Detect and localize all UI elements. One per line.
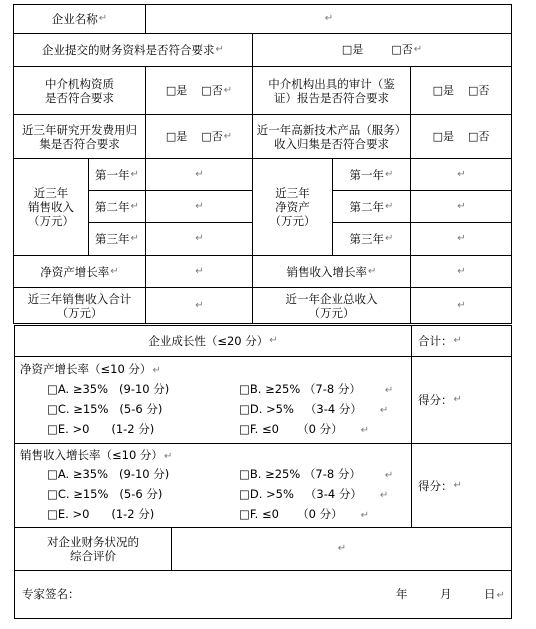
sales-total-value[interactable]: ↵	[195, 299, 204, 311]
financial-docs-check[interactable]: □是 □否 ↵	[341, 43, 423, 56]
sales-year2-value[interactable]: ↵	[195, 200, 204, 212]
sales-option-a[interactable]: □A. ≥35% (9-10 分)	[47, 467, 170, 481]
date-year-label: 年	[396, 587, 408, 601]
checkbox-no[interactable]: □否	[468, 83, 490, 97]
financial-docs-label: 企业提交的财务资料是否符合要求 ↵	[42, 43, 224, 57]
sales-option-f[interactable]: □F. ≤0 （0 分） ↵	[239, 507, 370, 521]
netassets-3yr-label: 近三年 净资产 （万元）	[269, 186, 316, 228]
sales-growth-value[interactable]: ↵	[457, 265, 466, 277]
checkbox-yes[interactable]: □是	[341, 43, 364, 56]
net-option-e[interactable]: □E. >0 (1-2 分)	[47, 422, 155, 436]
rd-expense-check[interactable]: □是 □否 ↵	[165, 129, 233, 143]
agency-report-label: 中介机构出具的审计（鉴 证）报告是否符合要求	[268, 76, 395, 105]
checkbox-no[interactable]: □否	[391, 43, 413, 56]
sales-year3-label: 第三年 ↵	[95, 232, 139, 246]
sales-total-label: 近三年销售收入合计 （万元）	[27, 291, 132, 320]
sales-3yr-label: 近三年 销售收入 （万元）	[28, 186, 74, 228]
checkbox-yes[interactable]: □是	[165, 129, 188, 143]
netassets-year2-label: 第二年 ↵	[349, 199, 394, 214]
company-name-value[interactable]: ↵	[324, 13, 334, 24]
checkbox-yes[interactable]: □是	[432, 83, 454, 97]
sales-growth-title: 销售收入增长率（≤10 分）↵	[20, 448, 173, 462]
sales-option-e[interactable]: □E. >0 (1-2 分)	[47, 507, 155, 521]
hitech-income-check[interactable]	[411, 115, 511, 158]
checkbox-no[interactable]: □否	[201, 129, 223, 143]
sales-year1-label: 第一年 ↵	[95, 167, 139, 182]
net-growth-label: 净资产增长率 ↵	[40, 264, 119, 279]
net-growth-value[interactable]: ↵	[195, 265, 204, 277]
net-growth-score[interactable]: 得分： ↵	[418, 393, 462, 407]
hitech-income-label: 近一年高新技术产品（服务） 收入归集是否符合要求	[256, 122, 407, 151]
evaluation-label: 对企业财务状况的 综合评价	[47, 535, 139, 563]
income-total-label: 近一年企业总收入 （万元）	[285, 291, 378, 320]
sales-option-b[interactable]: □B. ≥25% （7-8 分） ↵	[239, 467, 394, 481]
evaluation-value[interactable]: ↵	[337, 543, 347, 554]
growth-title: 企业成长性（≤20 分） ↵	[148, 334, 278, 348]
company-name-label: 企业名称 ↵	[51, 12, 108, 26]
rd-expense-label: 近三年研究开发费用归 集是否符合要求	[22, 122, 137, 151]
checkbox-no[interactable]: □否	[468, 129, 490, 143]
date-month-label: 月	[440, 587, 452, 601]
date-day-label: 日↵	[484, 587, 505, 601]
signature-field[interactable]	[78, 587, 238, 601]
netassets-year2-value[interactable]: ↵	[457, 200, 466, 212]
netassets-year1-value[interactable]: ↵	[457, 168, 466, 180]
income-total-value[interactable]: ↵	[457, 299, 466, 311]
sales-growth-label: 销售收入增长率 ↵	[286, 264, 377, 279]
sales-year1-value[interactable]: ↵	[195, 168, 204, 180]
net-option-d[interactable]: □D. >5% （3-4 分） ↵	[239, 402, 389, 416]
net-option-c[interactable]: □C. ≥15% (5-6 分)	[47, 402, 163, 416]
sales-option-c[interactable]: □C. ≥15% (5-6 分)	[47, 487, 163, 501]
sales-growth-score[interactable]: 得分： ↵	[418, 478, 462, 493]
netassets-year3-label: 第三年 ↵	[349, 232, 394, 246]
netassets-year1-label: 第一年 ↵	[349, 167, 394, 182]
sales-option-d[interactable]: □D. >5% （3-4 分） ↵	[239, 487, 389, 501]
sales-year3-value[interactable]: ↵	[195, 233, 204, 244]
checkbox-yes[interactable]: □是	[432, 129, 454, 143]
agency-qual-label: 中介机构资质 是否符合要求	[45, 76, 114, 105]
checkbox-yes[interactable]: □是	[165, 83, 188, 97]
net-growth-title: 净资产增长率（≤10 分）↵	[20, 362, 161, 376]
sales-year2-label: 第二年 ↵	[95, 199, 139, 214]
net-option-b[interactable]: □B. ≥25% （7-8 分） ↵	[239, 382, 394, 396]
netassets-year3-value[interactable]: ↵	[457, 233, 466, 244]
signature-label: 专家签名：	[22, 587, 80, 601]
agency-qual-check[interactable]: □是 □否 ↵	[165, 83, 233, 97]
checkbox-no[interactable]: □否	[201, 83, 223, 97]
growth-total[interactable]: 合计： ↵	[418, 334, 462, 348]
net-option-a[interactable]: □A. ≥35% (9-10 分)	[47, 382, 170, 396]
agency-report-check[interactable]	[411, 67, 511, 114]
net-option-f[interactable]: □F. ≤0 （0 分） ↵	[239, 422, 370, 436]
